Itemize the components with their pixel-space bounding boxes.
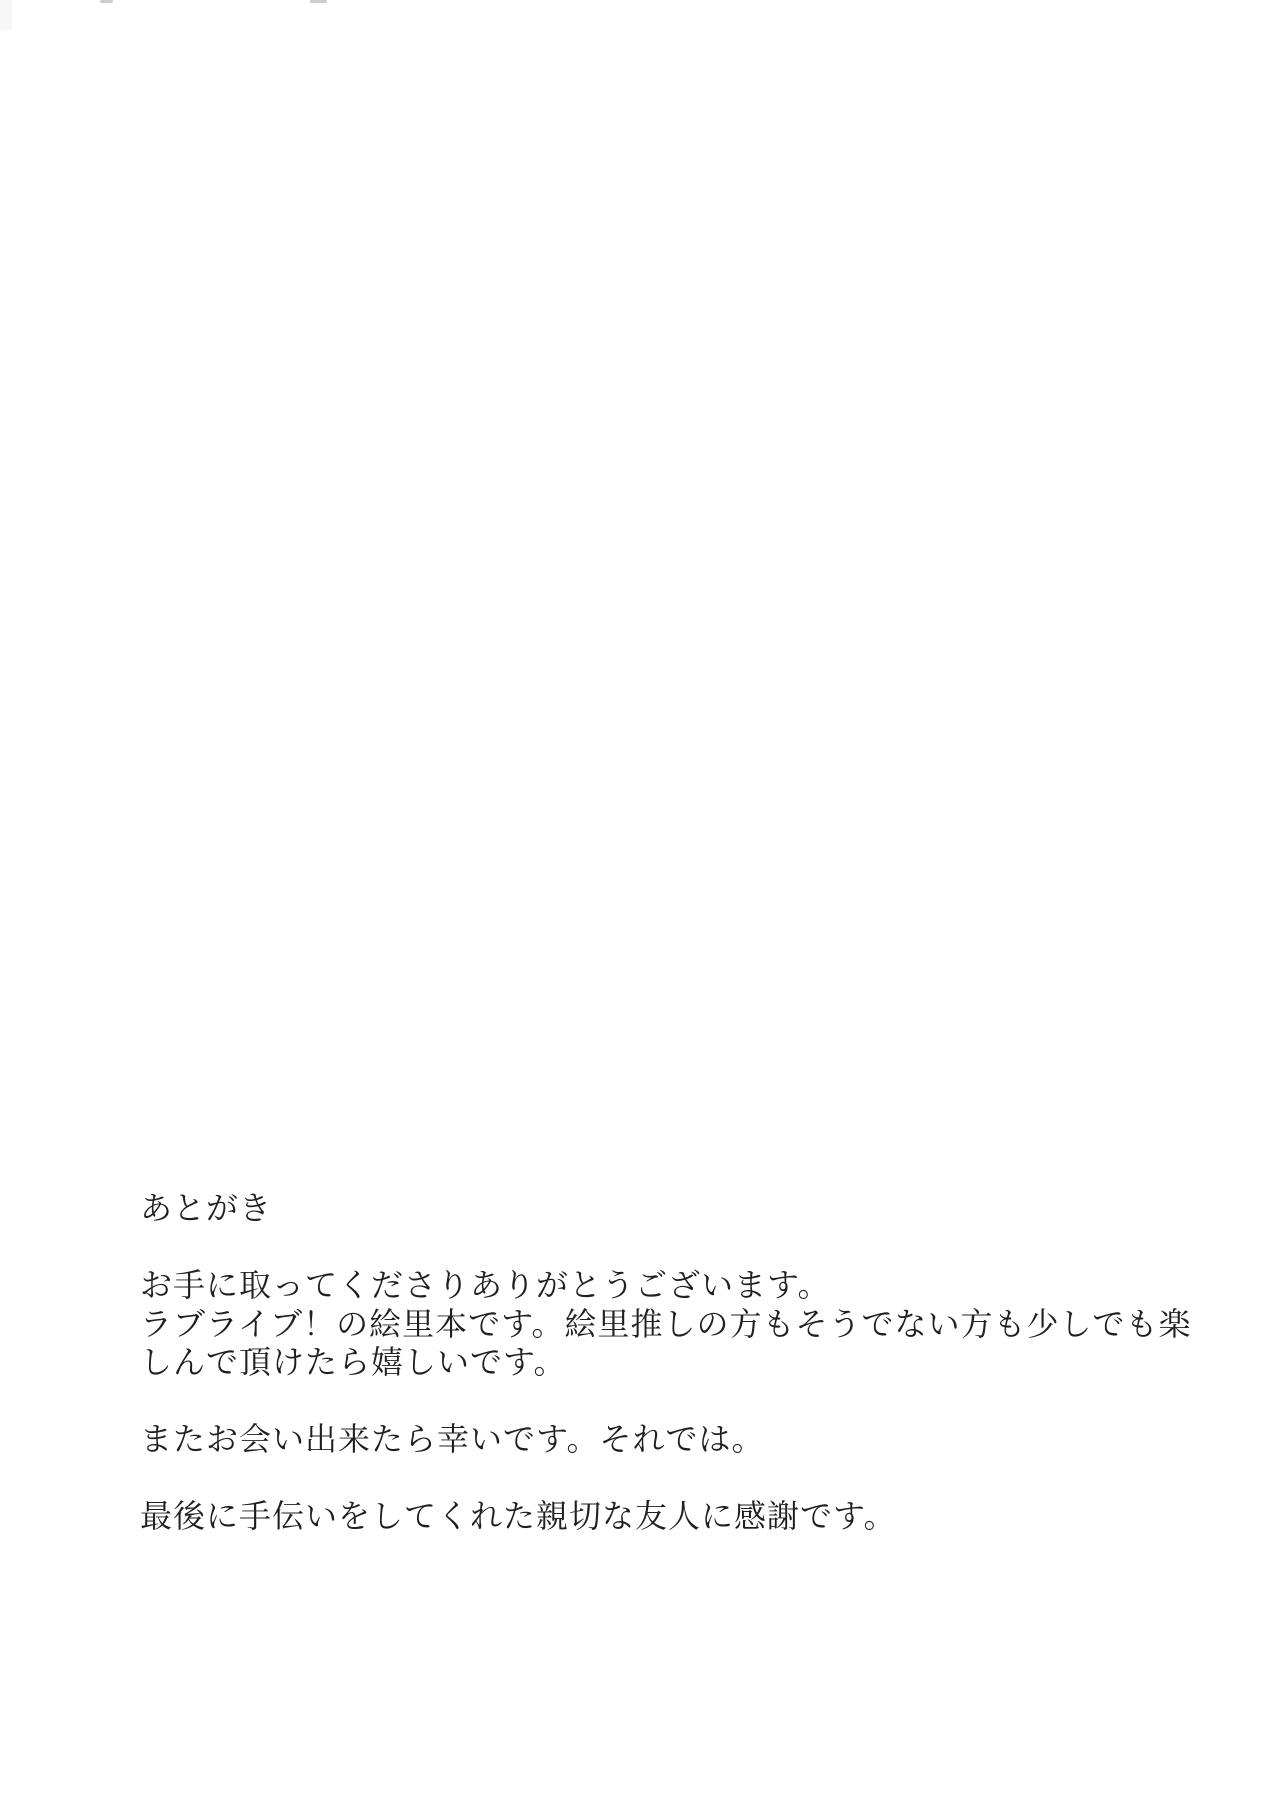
afterword-heading: あとがき — [140, 1190, 273, 1226]
afterword-blank-line — [140, 1228, 1220, 1267]
afterword-line: しんで頂けたら嬉しいです。 — [140, 1344, 567, 1380]
afterword-blank-line — [140, 1459, 1220, 1498]
afterword-line: またお会い出来たら幸いです。それでは。 — [140, 1421, 765, 1457]
scan-artifact-corner — [0, 0, 12, 30]
scan-artifact-dash-1 — [100, 0, 113, 3]
afterword-line: お手に取ってくださりありがとうございます。 — [140, 1267, 831, 1303]
afterword-text-block — [140, 1189, 1220, 1536]
afterword-line: 最後に手伝いをしてくれた親切な友人に感謝です。 — [140, 1498, 897, 1534]
afterword-blank-line — [140, 1382, 1220, 1421]
afterword-line: ラブライブ！の絵里本です。絵里推しの方もそうでない方も少しでも楽 — [140, 1305, 1192, 1342]
scan-artifact-dash-2 — [310, 0, 327, 3]
